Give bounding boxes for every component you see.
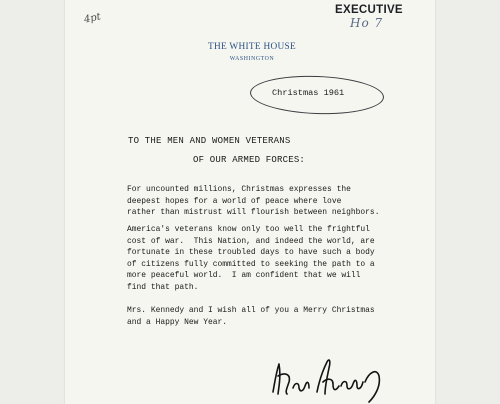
body-paragraph-1: For uncounted millions, Christmas expresses the deepest hopes for a world of peace where love rather than mistrust will flourish between neighbors. bbox=[127, 185, 380, 218]
handwritten-file-note: Ho 7 bbox=[350, 16, 384, 30]
salutation-line-1: TO THE MEN AND WOMEN VETERANS bbox=[128, 136, 291, 146]
signature-graphic bbox=[265, 352, 395, 404]
letterhead-title: THE WHITE HOUSE bbox=[208, 42, 296, 52]
body-paragraph-3: Mrs. Kennedy and I wish all of you a Merry Christmas and a Happy New Year. bbox=[127, 306, 375, 327]
letterhead-location: WASHINGTON bbox=[229, 56, 275, 62]
body-paragraph-2: America's veterans know only too well the frightful cost of war. This Nation, and indeed the world, are fortunate in these troubled days to have such a body of citizens fully committed to seeking the path to a more peaceful world. I am confident that we will find that path. bbox=[127, 225, 375, 292]
executive-stamp: EXECUTIVE bbox=[335, 4, 403, 16]
handwritten-corner-note: 4pt bbox=[83, 11, 102, 26]
salutation-line-2: OF OUR ARMED FORCES: bbox=[193, 155, 306, 165]
letter-date: Christmas 1961 bbox=[272, 88, 345, 98]
